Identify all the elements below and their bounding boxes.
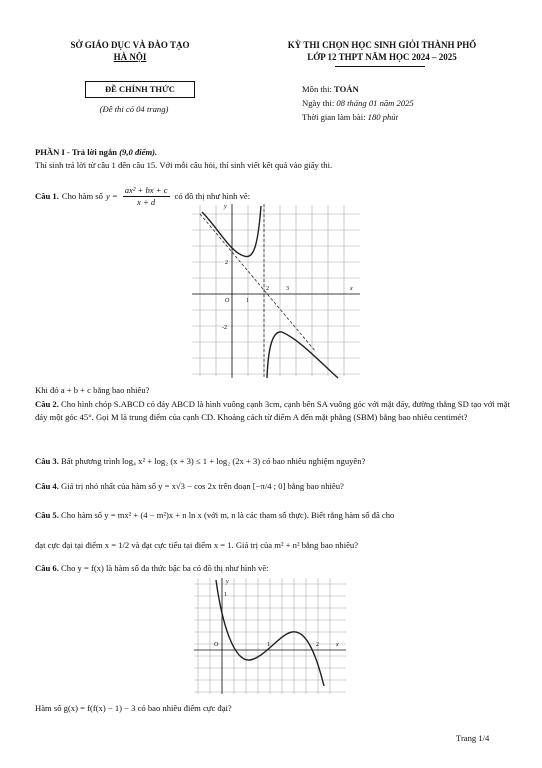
graph-2-grid — [194, 578, 346, 694]
question-3-label: Câu 3. — [35, 456, 59, 466]
time-label: Thời gian làm bài: — [302, 112, 368, 122]
graph-1-right-branch — [267, 332, 338, 378]
question-4-label: Câu 4. — [35, 481, 59, 491]
question-3 — [35, 456, 515, 467]
subject-value: TOÁN — [334, 84, 359, 94]
official-exam-box: ĐỀ CHÍNH THỨC — [85, 81, 195, 98]
question-1-label: Câu 1. — [35, 190, 59, 201]
time-value: 180 phút — [367, 112, 398, 122]
question-2-label: Câu 2. — [35, 399, 59, 409]
date-line — [302, 98, 414, 109]
question-6-text: Cho y = f(x) là hàm số đa thức bậc ba có đồ thị như hình vẽ: — [61, 563, 269, 573]
subject-label: Môn thi: — [302, 84, 334, 94]
question-1-func: y = — [105, 190, 118, 201]
date-label: Ngày thi: — [302, 98, 337, 108]
graph-2-tick-x1: 1 — [267, 642, 270, 648]
department-name: SỞ GIÁO DỤC VÀ ĐÀO TẠO — [70, 40, 190, 50]
question-6-ask: Hàm số g(x) = f(f(x) − 1) − 3 có bao nhiêu điểm cực đại? — [35, 703, 232, 713]
question-5 — [35, 510, 515, 521]
question-4-text: Giá trị nhỏ nhất của hàm số y = x√3 − cos 2x trên đoạn [−π/4 ; 0] bằng bao nhiêu? — [61, 481, 344, 491]
exam-title: KỲ THI CHỌN HỌC SINH GIỎI THÀNH PHỐ — [287, 40, 477, 50]
graph-1-left-branch — [202, 206, 261, 257]
exam-subtitle: LỚP 12 THPT NĂM HỌC 2024 – 2025 — [307, 52, 457, 62]
question-2-text: Cho hình chóp S.ABCD có đáy ABCD là hình vuông cạnh 3cm, cạnh bên SA vuông góc với mặt đáy, đường thẳng SD tạo với mặt đáy một góc 45°. Gọi M là trung điểm của cạnh CD. Khoảng cách từ điểm A đến mặt phẳng (SBM) bằng bao nhiêu centimét? — [35, 399, 510, 423]
part1-title: PHẦN I - Trả lời ngắn — [35, 147, 118, 157]
graph-1-tick-x1: 1 — [246, 298, 249, 304]
pages-note: (Đề thi có 04 trang) — [99, 104, 169, 114]
page-number: Trang 1/4 — [456, 733, 490, 743]
question-1-ask: Khi đó a + b + c bằng bao nhiêu? — [35, 385, 150, 395]
question-4 — [35, 481, 515, 492]
question-5-line2: đạt cực đại tại điểm x = 1/2 và đạt cực tiểu tại điểm x = 1. Giá trị của m² + n² bằng bao nhiêu? — [35, 540, 359, 550]
graph-2-x-label: x — [336, 642, 339, 648]
time-line — [302, 112, 398, 123]
graph-1-tick-y2: 2 — [225, 260, 228, 266]
question-1-text-after: có đồ thị như hình vẽ: — [174, 190, 251, 201]
question-6 — [35, 563, 515, 574]
question-1-fraction — [123, 185, 170, 207]
graph-2-tick-x2: 2 — [316, 642, 319, 648]
question-2 — [35, 398, 515, 425]
graph-1-origin: O — [225, 298, 230, 304]
question-1-text: Cho hàm số — [61, 190, 103, 201]
question-6-label: Câu 6. — [35, 563, 59, 573]
question-1-numerator: ax² + bx + c — [124, 185, 168, 195]
question-3-text: Bất phương trình log₄ x² + log₂ (x + 3) ≤ 1 + log₂ (2x + 3) có bao nhiêu nghiệm nguyên? — [61, 456, 366, 466]
graph-1-tick-yn2: -2 — [222, 325, 227, 331]
date-value: 08 tháng 01 năm 2025 — [336, 98, 414, 108]
graph-1-tick-x3: 3 — [286, 286, 289, 292]
part1-instruction: Thí sinh trả lời từ câu 1 đến câu 15. Với mỗi câu hỏi, thí sinh viết kết quả vào giấy thi. — [35, 160, 333, 170]
question-5-label: Câu 5. — [35, 510, 59, 520]
graph-2-tick-y1: 1 — [224, 592, 227, 598]
graph-1-y-label: y — [224, 204, 227, 210]
graph-2 — [190, 574, 350, 696]
graph-1 — [188, 200, 364, 380]
graph-1-x-label: x — [350, 286, 353, 292]
question-5-line1: Cho hàm số y = mx² + (4 − m²)x + n ln x (với m, n là các tham số thực). Biết rằng hàm số đã cho — [61, 510, 395, 520]
graph-2-origin: O — [214, 642, 219, 648]
city-name: HÀ NỘI — [113, 52, 147, 62]
question-1-denominator: x + d — [137, 196, 156, 207]
title-divider — [335, 66, 425, 67]
graph-2-y-label: y — [226, 579, 229, 585]
part1-heading — [35, 147, 515, 158]
graph-1-tick-x2: 2 — [266, 286, 269, 292]
subject-line — [302, 84, 359, 95]
part1-score: (9,0 điểm). — [119, 147, 158, 157]
